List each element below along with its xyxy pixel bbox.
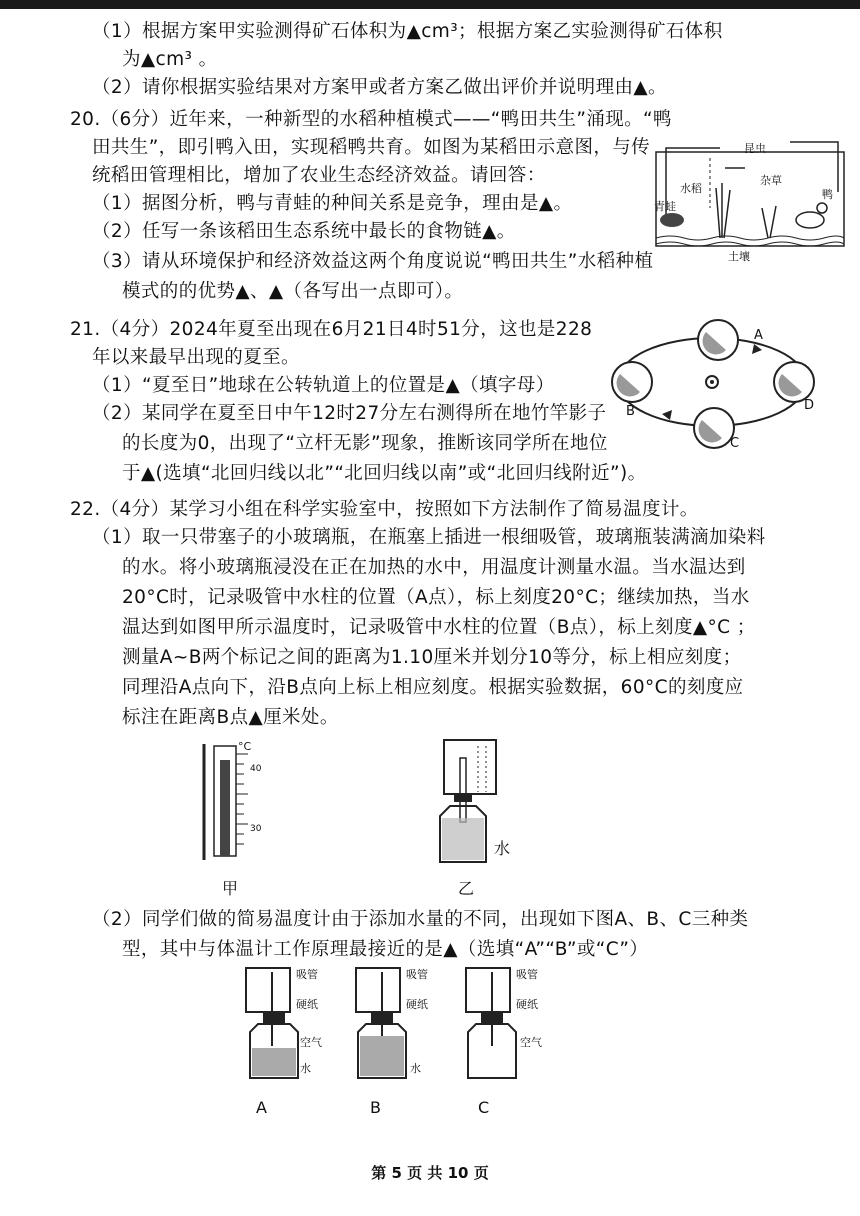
q19-part1-line2: 为▲cm³ 。 [122,49,218,70]
q20-stem-line1: 20.（6分）近年来，一种新型的水稻种植模式——“鸭田共生”涌现。“鸭 [70,109,672,130]
insect-label: 昆虫 [744,142,766,155]
type-label-a: A [256,1098,267,1117]
q20-part1: （1）据图分析，鸭与青蛙的种间关系是竞争，理由是▲。 [92,193,573,214]
weed-label: 杂草 [760,174,782,187]
card-label-b: 硬纸 [406,998,428,1011]
q22-part1-line7: 标注在距离B点▲厘米处。 [122,707,339,728]
q22-part1-line4: 温达到如图甲所示温度时，记录吸管中水柱的位置（B点），标上刻度▲°C ； [122,617,756,638]
card-label-c: 硬纸 [516,998,538,1011]
figure-label-yi: 乙 [458,879,475,898]
straw-label-b: 吸管 [406,968,428,981]
q22-part1-line2: 的水。将小玻璃瓶浸没在正在加热的水中，用温度计测量水温。当水温达到 [122,557,746,578]
frog-label: 青蛙 [654,200,676,213]
q21-stem-line1: 21.（4分）2024年夏至出现在6月21日4时51分，这也是228 [70,319,593,340]
q19-part1-line1: （1）根据方案甲实验测得矿石体积为▲cm³；根据方案乙实验测得矿石体积 [92,21,723,42]
rice-label: 水稻 [680,182,702,195]
straw-label-c: 吸管 [516,968,538,981]
page-footer: 第 5 页 共 10 页 [371,1164,489,1182]
air-label-a: 空气 [300,1036,322,1049]
soil-label: 土壤 [728,250,750,263]
thermometer-unit: °C [238,740,252,753]
water-label: 水 [494,839,511,858]
thermometer-tick-40: 40 [250,764,262,774]
duck-label: 鸭 [822,188,833,201]
q20-stem-line2: 田共生”，即引鸭入田，实现稻鸭共育。如图为某稻田示意图，与传 [92,137,651,158]
q22-part1-line1: （1）取一只带塞子的小玻璃瓶，在瓶塞上插进一根细吸管，玻璃瓶装满滴加染料 [92,527,766,548]
q21-part1: （1）“夏至日”地球在公转轨道上的位置是▲（填字母） [92,375,555,396]
orbit-diagram [602,310,842,460]
q20-part3-line1: （3）请从环境保护和经济效益这两个角度说说“鸭田共生”水稻种植 [92,251,654,272]
q20-part3-line2: 模式的的优势▲、▲（各写出一点即可）。 [122,281,464,302]
q20-part2: （2）任写一条该稻田生态系统中最长的食物链▲。 [92,221,516,242]
orbit-label-c: C [730,436,740,451]
card-label-a: 硬纸 [296,998,318,1011]
q21-part2-line3: 于▲(选填“北回归线以北”“北回归线以南”或“北回归线附近”)。 [122,463,647,484]
q21-stem-line2: 年以来最早出现的夏至。 [92,347,300,368]
q22-part2-line2: 型，其中与体温计工作原理最接近的是▲（选填“A”“B”或“C”） [122,939,649,960]
q21-part2-line2: 的长度为0，出现了“立杆无影”现象，推断该同学所在地位 [122,433,608,454]
figure-label-jia: 甲 [222,879,239,898]
water-label-b: 水 [410,1062,421,1075]
orbit-label-d: D [804,398,815,413]
water-label-a: 水 [300,1062,311,1075]
air-label-c: 空气 [520,1036,542,1049]
orbit-label-b: B [626,404,635,419]
thermometer-diagram [200,740,280,870]
type-label-c: C [478,1098,490,1117]
q19-part2: （2）请你根据实验结果对方案甲或者方案乙做出评价并说明理由▲。 [92,77,667,98]
q22-part1-line5: 测量A~B两个标记之间的距离为1.10厘米并划分10等分，标上相应刻度； [122,647,742,668]
q22-part1-line3: 20°C时，记录吸管中水柱的位置（A点），标上刻度20°C；继续加热，当水 [122,587,750,608]
thermometer-tick-30: 30 [250,824,262,834]
q22-stem: 22.（4分）某学习小组在科学实验室中，按照如下方法制作了简易温度计。 [70,499,699,520]
q22-part2-line1: （2）同学们做的简易温度计由于添加水量的不同，出现如下图A、B、C三种类 [92,909,749,930]
scan-top-border [0,0,860,9]
q20-stem-line3: 统稻田管理相比，增加了农业生态经济效益。请回答： [92,165,546,186]
type-label-b: B [370,1098,381,1117]
orbit-label-a: A [754,328,763,343]
q22-part1-line6: 同理沿A点向下，沿B点向上标上相应刻度。根据实验数据，60°C的刻度应 [122,677,744,698]
straw-label-a: 吸管 [296,968,318,981]
q21-part2-line1: （2）某同学在夏至日中午12时27分左右测得所在地竹竿影子 [92,403,607,424]
